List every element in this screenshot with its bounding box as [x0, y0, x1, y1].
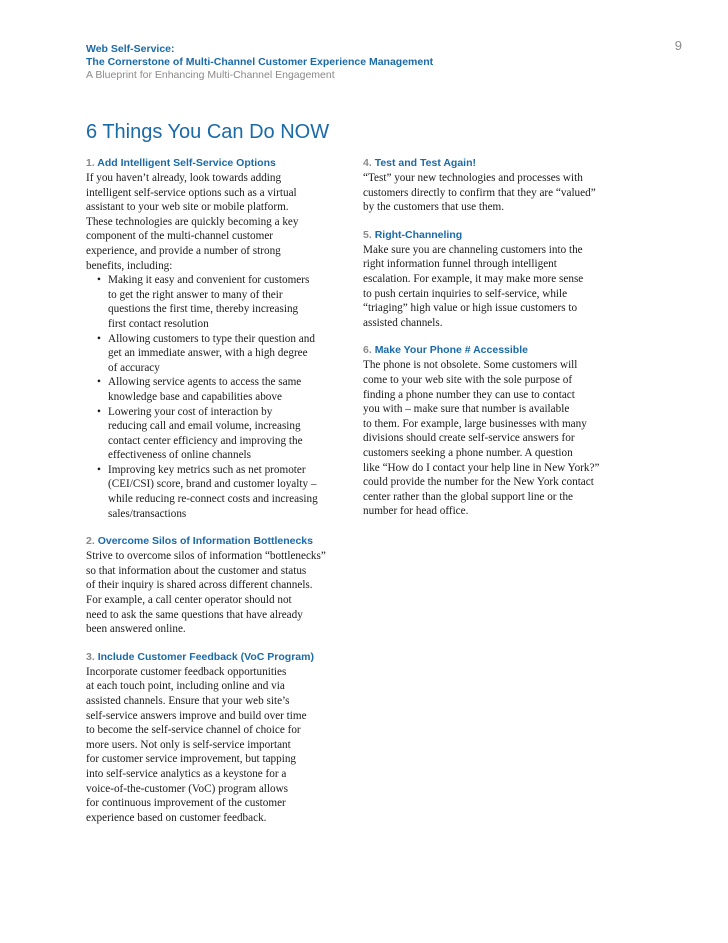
bullet-line: first contact resolution	[108, 317, 209, 330]
body-line: come to your web site with the sole purpose of	[363, 373, 573, 386]
body-line: intelligent self-service options such as a virtual	[86, 186, 297, 199]
bullet-line: contact center efficiency and improving the	[108, 434, 303, 447]
bullet-line: • Making it easy and convenient for customers	[108, 274, 310, 287]
body-line: for customer service improvement, but tapping	[86, 753, 297, 766]
bullet-line: get an immediate answer, with a high degree	[108, 347, 308, 360]
bullet-line: (CEI/CSI) score, brand and customer loyalty –	[108, 478, 317, 491]
body-line: The phone is not obsolete. Some customers will	[363, 359, 578, 372]
body-line: These technologies are quickly becoming a key	[86, 215, 299, 228]
body-line: experience, and provide a number of strong	[86, 244, 281, 257]
section-5	[363, 228, 635, 331]
body-line: assisted channels.	[363, 316, 443, 329]
section-2-heading	[86, 534, 358, 548]
body-line: benefits, including:	[86, 259, 173, 272]
body-line: assistant to your web site or mobile platform.	[86, 201, 289, 214]
body-line: self-service answers improve and build over time	[86, 709, 307, 722]
section-4-title: Test and Test Again!	[374, 157, 477, 169]
section-6-title: Make Your Phone # Accessible	[374, 344, 528, 357]
right-column	[363, 156, 635, 532]
body-line: customers directly to confirm that they are “valued”	[363, 186, 596, 199]
body-line: assisted channels. Ensure that your web site’s	[86, 695, 290, 707]
section-2-body	[86, 549, 358, 637]
benefit-bullet-2	[86, 332, 358, 376]
section-3-title: Include Customer Feedback (VoC Program)	[97, 650, 314, 663]
section-1-body	[86, 171, 358, 273]
body-line: center rather than the global support line or the	[363, 490, 574, 503]
body-line: finding a phone number they can use to contact	[363, 388, 575, 401]
body-line: “Test” your new technologies and processes with	[363, 172, 583, 184]
section-5-body	[363, 243, 635, 331]
section-1-heading	[86, 156, 358, 170]
bullet-line: • Lowering your cost of interaction by	[108, 405, 273, 418]
section-5-title: Right-Channeling	[374, 228, 463, 241]
bullet-line: of accuracy	[108, 361, 160, 374]
body-line: so that information about the customer and status	[86, 564, 307, 577]
header-subtitle: A Blueprint for Enhancing Multi-Channel Engagement	[86, 69, 335, 81]
benefit-bullet-3	[86, 375, 358, 404]
body-line: to become the self-service channel of choice for	[86, 724, 301, 737]
body-line: into self-service analytics as a keystone for a	[86, 767, 287, 780]
body-line: more users. Not only is self-service important	[86, 738, 291, 751]
benefits-list	[86, 273, 358, 521]
section-1	[86, 156, 358, 521]
benefit-bullet-4	[86, 405, 358, 463]
section-4-body	[363, 171, 635, 215]
body-line: voice-of-the-customer (VoC) program allows	[86, 782, 289, 795]
left-column	[86, 156, 358, 838]
section-1-number: 1.	[86, 157, 95, 169]
section-3-body	[86, 665, 358, 826]
body-line: component of the multi-channel customer	[86, 230, 274, 243]
section-4	[363, 156, 635, 215]
bullet-line: while reducing re-connect costs and increasing	[108, 493, 318, 506]
body-line: at each touch point, including online and via	[86, 680, 285, 693]
section-3-number: 3.	[86, 650, 95, 663]
body-line: of their inquiry is shared across different channels.	[86, 579, 313, 592]
body-line: like “How do I contact your help line in New York?”	[363, 461, 600, 474]
section-2-number: 2.	[86, 535, 95, 548]
section-2-title: Overcome Silos of Information Bottlenecks	[97, 535, 313, 548]
section-2	[86, 534, 358, 637]
body-line: to push certain inquiries to self-service, while	[363, 287, 568, 300]
bullet-line: effectiveness of online channels	[108, 449, 252, 462]
section-5-heading	[363, 228, 635, 242]
document-header	[86, 43, 646, 82]
body-line: could provide the number for the New York contact	[363, 476, 594, 489]
section-3-heading	[86, 650, 358, 664]
section-4-heading	[363, 156, 635, 170]
body-line: If you haven’t already, look towards adding	[86, 172, 282, 184]
bullet-line: reducing call and email volume, increasing	[108, 420, 301, 433]
page-title: 6 Things You Can Do NOW	[86, 121, 330, 143]
bullet-line: questions the first time, thereby increasing	[108, 303, 299, 316]
bullet-line: to get the right answer to many of their	[108, 288, 283, 301]
bullet-line: • Allowing service agents to access the same	[108, 376, 302, 389]
section-1-title: Add Intelligent Self-Service Options	[97, 157, 276, 169]
body-line: to them. For example, large businesses with many	[363, 417, 587, 430]
body-line: customers seeking a phone number. A question	[363, 446, 573, 459]
section-5-number: 5.	[363, 228, 372, 241]
section-6-number: 6.	[363, 344, 372, 357]
body-line: need to ask the same questions that have already	[86, 608, 303, 621]
body-line: by the customers that use them.	[363, 201, 505, 214]
body-line: for continuous improvement of the customer	[86, 797, 286, 810]
body-line: Strive to overcome silos of information “bottlenecks”	[86, 550, 326, 563]
page-number: 9	[674, 38, 682, 53]
body-line: Incorporate customer feedback opportunities	[86, 665, 287, 678]
section-3	[86, 650, 358, 826]
body-line: number for head office.	[363, 505, 469, 518]
section-4-number: 4.	[363, 157, 372, 169]
bullet-line: • Improving key metrics such as net promoter	[108, 463, 306, 476]
body-line: been answered online.	[86, 623, 186, 636]
bullet-line: • Allowing customers to type their question and	[108, 332, 315, 345]
section-6	[363, 343, 635, 519]
body-line: right information funnel through intelligent	[363, 258, 557, 271]
benefit-bullet-5	[86, 463, 358, 521]
body-line: Make sure you are channeling customers into the	[363, 243, 583, 256]
body-line: For example, a call center operator should not	[86, 594, 292, 607]
body-line: escalation. For example, it may make more sense	[363, 272, 584, 285]
section-6-heading	[363, 343, 635, 357]
section-6-body	[363, 358, 635, 519]
body-line: experience based on customer feedback.	[86, 811, 267, 824]
body-line: “triaging” high value or high issue customers to	[363, 302, 578, 315]
header-title-line1: Web Self-Service:	[86, 43, 175, 55]
header-title-line2: The Cornerstone of Multi-Channel Customer Experience Management	[86, 56, 434, 68]
benefit-bullet-1	[86, 273, 358, 331]
body-line: divisions should create self-service answers for	[363, 432, 575, 445]
bullet-line: sales/transactions	[108, 507, 187, 520]
body-line: you with – make sure that number is available	[363, 403, 570, 416]
bullet-line: knowledge base and capabilities above	[108, 390, 282, 403]
